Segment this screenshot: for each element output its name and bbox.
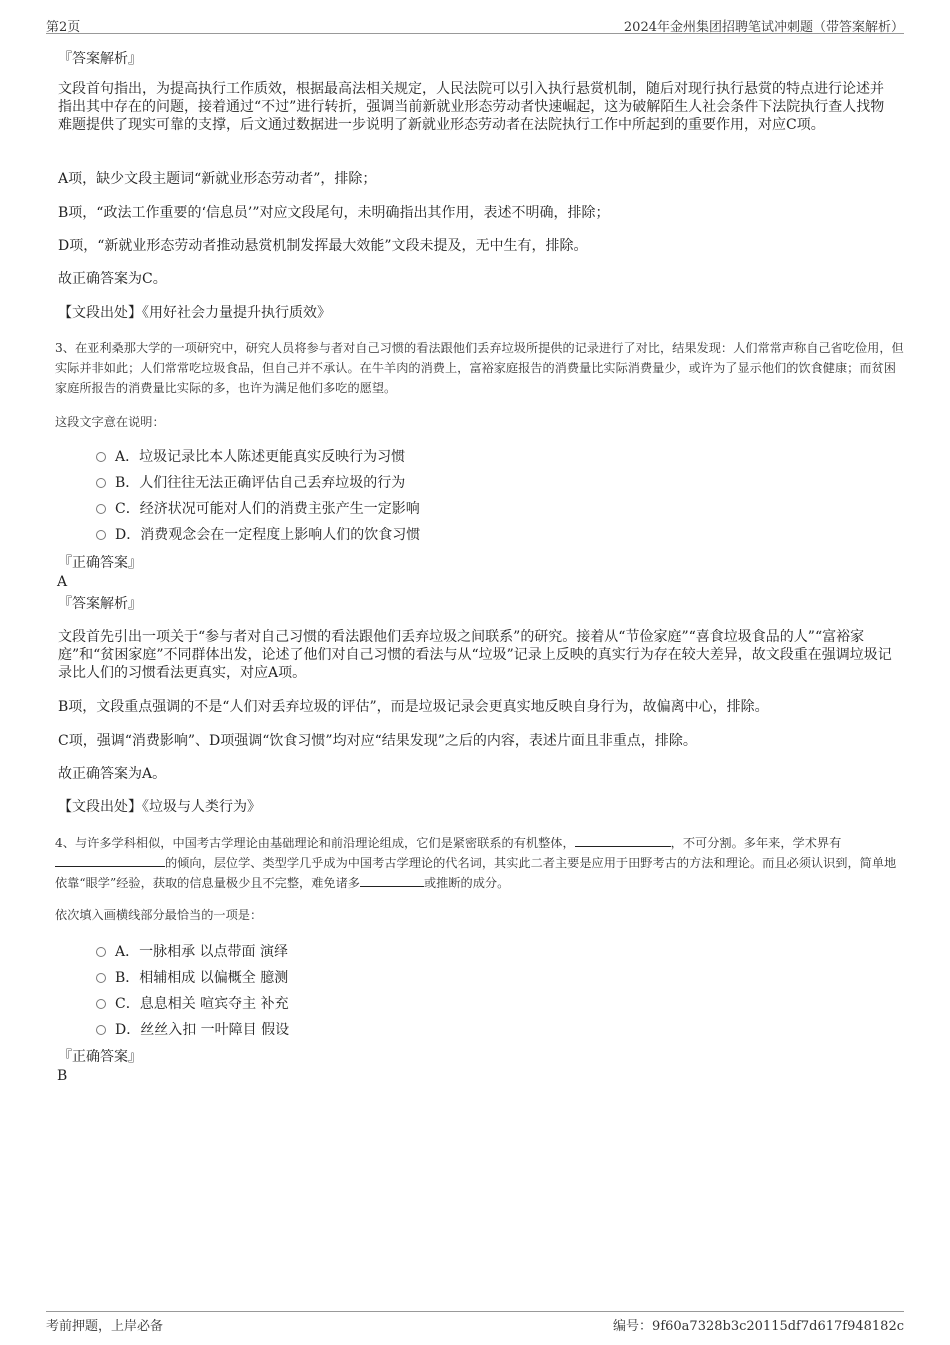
analysis-label: 『答案解析』 (58, 51, 142, 67)
question-3-source: 【文段出处】《垃圾与人类行为》 (58, 799, 261, 815)
analysis-note-a: A项，缺少文段主题词“新就业形态劳动者”，排除； (58, 171, 377, 187)
radio-icon[interactable] (96, 478, 106, 488)
footer-slogan: 考前押题，上岸必备 (46, 1319, 164, 1334)
question-4-option-d[interactable]: D．丝丝入扣 一叶障目 假设 (96, 1021, 289, 1039)
question-3-answer-label: 『正确答案』 (58, 555, 142, 571)
question-3-option-b[interactable]: B．人们往往无法正确评估自己丢弃垃圾的行为 (96, 474, 405, 492)
question-4-prompt: 依次填入画横线部分最恰当的一项是： (55, 908, 263, 922)
analysis-source: 【文段出处】《用好社会力量提升执行质效》 (58, 305, 331, 321)
document-title: 2024年金州集团招聘笔试冲刺题（带答案解析） (623, 20, 904, 35)
question-3-option-c[interactable]: C．经济状况可能对人们的消费主张产生一定影响 (96, 500, 420, 518)
radio-icon[interactable] (96, 452, 106, 462)
document-code: 编号：9f60a7328b3c20115df7d617f948182c (613, 1319, 904, 1334)
radio-icon[interactable] (96, 504, 106, 514)
analysis-note-b: B项，“政法工作重要的‘信息员’”对应文段尾句，未明确指出其作用，表述不明确，排除； (58, 205, 610, 221)
question-3-prompt: 这段文字意在说明： (55, 415, 165, 429)
question-4-stem: 4、与许多学科相似，中国考古学理论由基础理论和前沿理论组成，它们是紧密联系的有机整体， ，不可分割。多年来，学术界有的倾向，层位学、类型学几乎成为中国考古学理论的代名词，其实此二者主要是应用于田野考古的方法和理论。而且必须认识到，简单地依靠“眼学”经验，获取的信息量极少且不完整，难免诸多 或推断的成分。 (55, 836, 897, 890)
question-3-answer: A (57, 574, 68, 590)
question-3-conclusion: 故正确答案为A。 (58, 766, 167, 782)
question-3-analysis-label: 『答案解析』 (58, 596, 142, 612)
radio-icon[interactable] (96, 947, 106, 957)
question-3-option-a[interactable]: A．垃圾记录比本人陈述更能真实反映行为习惯 (96, 448, 405, 466)
question-4-option-c[interactable]: C．息息相关 喧宾夺主 补充 (96, 995, 289, 1013)
question-4-option-b[interactable]: B．相辅相成 以偏概全 臆测 (96, 969, 288, 987)
analysis-note-d: D项，“新就业形态劳动者推动悬赏机制发挥最大效能”文段未提及，无中生有，排除。 (58, 238, 588, 254)
question-3-stem: 3、在亚利桑那大学的一项研究中，研究人员将参与者对自己习惯的看法跟他们丢弃垃圾所提供的记录进行了对比，结果发现：人们常常声称自己省吃俭用，但实际并非如此；人们常常吃垃圾食品，但自己并不承认。在牛羊肉的消费上，富裕家庭报告的消费量比实际消费量少，或许为了显示他们的饮食健康；而贫困家庭所报告的消费量比实际的多，也许为满足他们多吃的愿望。 (55, 341, 904, 395)
radio-icon[interactable] (96, 973, 106, 983)
question-3-note-cd: C项，强调“消费影响”、D项强调“饮食习惯”均对应“结果发现”之后的内容，表述片面且非重点，排除。 (58, 733, 697, 749)
radio-icon[interactable] (96, 999, 106, 1009)
question-4-answer-label: 『正确答案』 (58, 1049, 142, 1065)
question-4-option-a[interactable]: A．一脉相承 以点带面 演绎 (96, 943, 288, 961)
question-3-note-b: B项，文段重点强调的不是“人们对丢弃垃圾的评估”，而是垃圾记录会更真实地反映自身行为，故偏离中心，排除。 (58, 699, 769, 715)
analysis-conclusion: 故正确答案为C。 (58, 271, 167, 287)
question-4-answer: B (57, 1068, 68, 1084)
question-3-option-d[interactable]: D．消费观念会在一定程度上影响人们的饮食习惯 (96, 526, 420, 544)
analysis-text: 文段首句指出，为提高执行工作质效，根据最高法相关规定，人民法院可以引入执行悬赏机制，随后对现行执行悬赏的特点进行论述并指出其中存在的问题，接着通过“不过”进行转折，强调当前新就业形态劳动者快速崛起，这为破解陌生人社会条件下法院执行查人找物难题提供了现实可靠的支撑，后文通过数据进一步说明了新就业形态劳动者在法院执行工作中所起到的重要作用，对应C项。 (58, 81, 885, 133)
page-header (46, 14, 904, 34)
fill-blank-2[interactable] (55, 855, 165, 867)
fill-blank-3[interactable] (360, 875, 424, 887)
page-footer (46, 1311, 904, 1334)
radio-icon[interactable] (96, 530, 106, 540)
page-number: 第2页 (46, 20, 81, 35)
radio-icon[interactable] (96, 1025, 106, 1035)
question-3-analysis-text: 文段首先引出一项关于“参与者对自己习惯的看法跟他们丢弃垃圾之间联系”的研究。接着从“节俭家庭”“喜食垃圾食品的人”“富裕家庭”和“贫困家庭”不同群体出发，论述了他们对自己习惯的看法与从“垃圾”记录上反映的真实行为存在较大差异，故文段重在强调垃圾记录比人们的习惯看法更真实，对应A项。 (58, 629, 892, 681)
fill-blank-1[interactable] (575, 835, 671, 847)
